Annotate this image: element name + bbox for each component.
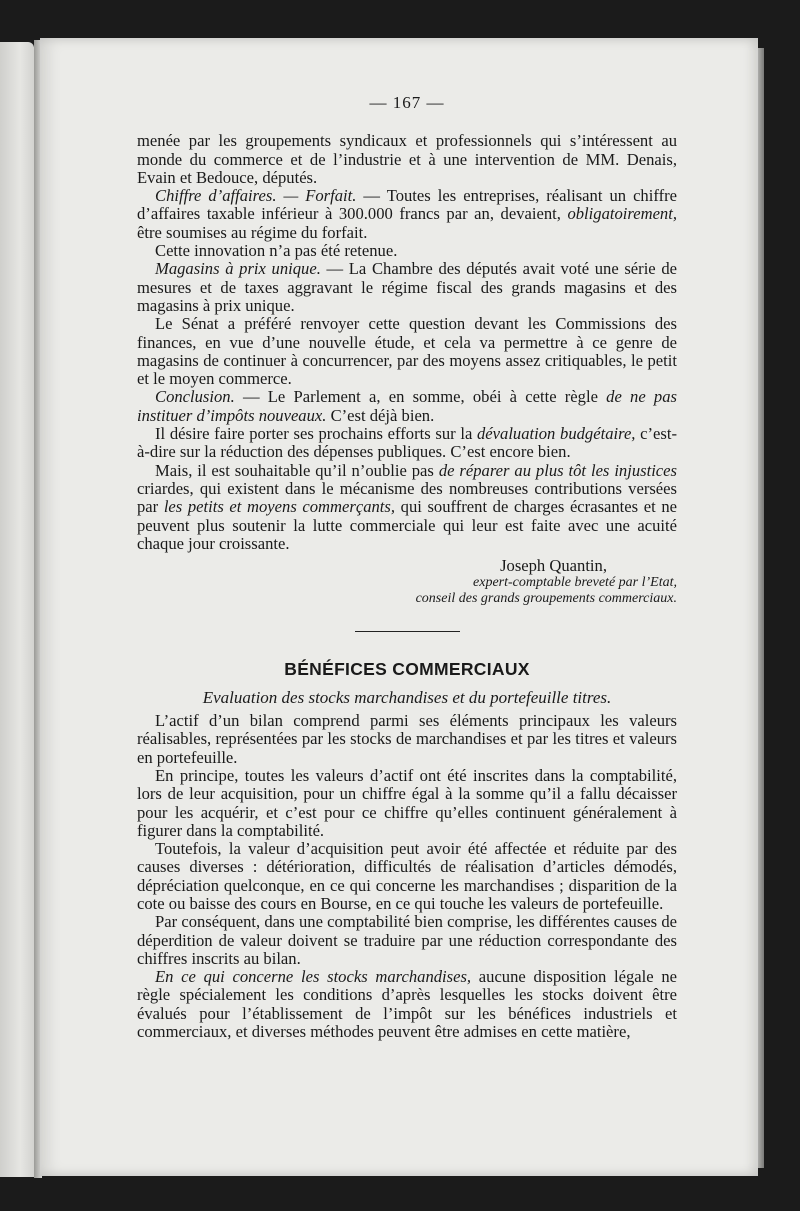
text-run: Il désire faire porter ses prochains efforts sur la: [155, 424, 477, 444]
text-run: qui souffrent de charges écrasantes et ne peuvent plus soutenir la lutte commerciale qui leur est faite avec une acuité chaque jour croissante.: [137, 497, 677, 553]
document-page: [40, 38, 758, 1176]
italic-text: de réparer au plus tôt les injustices: [438, 460, 677, 480]
italic-text: Chiffre d’affaires. — Forfait.: [155, 186, 357, 206]
article-body-bottom: [137, 712, 677, 1041]
italic-text: dévaluation budgétaire,: [477, 424, 636, 444]
signature-title: expert-comptable breveté par l’Etat,: [473, 575, 677, 591]
text-run: aucune disposition légale ne règle spécialement les conditions d’après lesquelles les stocks doivent être évalués pour l’établissement de l’impôt sur les bénéfices industriels et commerciaux, et diverses méthodes peuvent être admises en cette matière,: [137, 967, 677, 1042]
article-body-top: [137, 132, 677, 553]
paragraph: [137, 767, 677, 840]
paragraph: [137, 242, 677, 260]
text-run: Toutefois, la valeur d’acquisition peut avoir été affectée et réduite par des causes diverses : détérioration, difficultés de réalisation d’articles démodés, dépréciation quelconque, en ce qui concerne les marchandises ; disparition de la cote ou baisse des cours en Bourse, en ce qui touche les valeurs de portefeuille.: [137, 839, 677, 913]
text-run: Cette innovation n’a pas été retenue.: [155, 241, 398, 261]
italic-text: de ne pas instituer d’impôts nouveaux.: [137, 387, 677, 425]
text-run: menée par les groupements syndicaux et professionnels qui s’intéressent au monde du commerce et de l’industrie et à une intervention de MM. Denais, Evain et Bedouce, députés.: [137, 131, 677, 187]
section-divider: [355, 631, 460, 632]
page-content: [137, 94, 677, 1041]
text-run: — La Chambre des députés avait voté une série de mesures et de taxes aggravant le régime fiscal des grands magasins et des magasins à prix unique.: [137, 259, 677, 315]
text-run: L’actif d’un bilan comprend parmi ses éléments principaux les valeurs réalisables, représentées par les stocks de marchandises et par les titres et valeurs en portefeuille.: [137, 711, 677, 767]
text-run: — Le Parlement a, en somme, obéi à cette règle: [234, 387, 607, 407]
text-run: c’est-à-dire sur la réduction des dépenses publiques. C’est encore bien.: [137, 424, 677, 462]
paragraph: [137, 187, 677, 242]
page-number: — 167 —: [369, 93, 445, 112]
italic-text: En ce qui concerne les stocks marchandises,: [155, 967, 472, 987]
signature-affiliation: conseil des grands groupements commerciaux.: [415, 591, 677, 607]
text-run: criardes, qui existent dans le mécanisme des nombreuses contributions versées par: [137, 478, 677, 517]
paragraph: [137, 840, 677, 913]
italic-text: les petits et moyens commerçants,: [163, 497, 396, 517]
paragraph: [137, 425, 677, 462]
paragraph: [137, 712, 677, 767]
paragraph: [137, 260, 677, 315]
section-heading: BÉNÉFICES COMMERCIAUX: [284, 659, 530, 680]
paragraph: [137, 132, 677, 187]
paragraph: [137, 968, 677, 1041]
text-run: En principe, toutes les valeurs d’actif ont été inscrites dans la comptabilité, lors de leur acquisition, pour un chiffre égal à la somme qu’il a fallu décaisser pour les acquérir, et c’est pour ce chiffre qu’elles continuent généralement à figurer dans la comptabilité.: [137, 765, 677, 840]
italic-text: obligatoirement,: [567, 204, 677, 224]
text-run: — Toutes les entreprises, réalisant un chiffre d’affaires taxable inférieur à 300.000 francs par an, devaient,: [137, 186, 677, 224]
italic-text: Conclusion.: [155, 387, 235, 407]
text-run: Par conséquent, dans une comptabilité bien comprise, les différentes causes de déperdition de valeur doivent se traduire par une réduction correspondante des chiffres inscrits au bilan.: [137, 912, 677, 968]
paragraph: [137, 315, 677, 388]
text-run: C’est déjà bien.: [326, 405, 435, 425]
facing-page-edge: [0, 42, 34, 1177]
text-run: Le Sénat a préféré renvoyer cette question devant les Commissions des finances, en vue d’une nouvelle étude, et cela va permettre à ce genre de magasins de continuer à concurrencer, par des moyens assez critiquables, le petit et le moyen commerce.: [137, 314, 677, 389]
text-run: être soumises au régime du forfait.: [137, 222, 368, 242]
paragraph: [137, 913, 677, 968]
paragraph: [137, 388, 677, 425]
section-subheading: Evaluation des stocks marchandises et du portefeuille titres.: [202, 687, 612, 707]
signature-name: Joseph Quantin,: [500, 556, 607, 576]
paragraph: [137, 462, 677, 553]
italic-text: Magasins à prix unique.: [155, 259, 321, 279]
text-run: Mais, il est souhaitable qu’il n’oublie pas: [155, 460, 439, 480]
